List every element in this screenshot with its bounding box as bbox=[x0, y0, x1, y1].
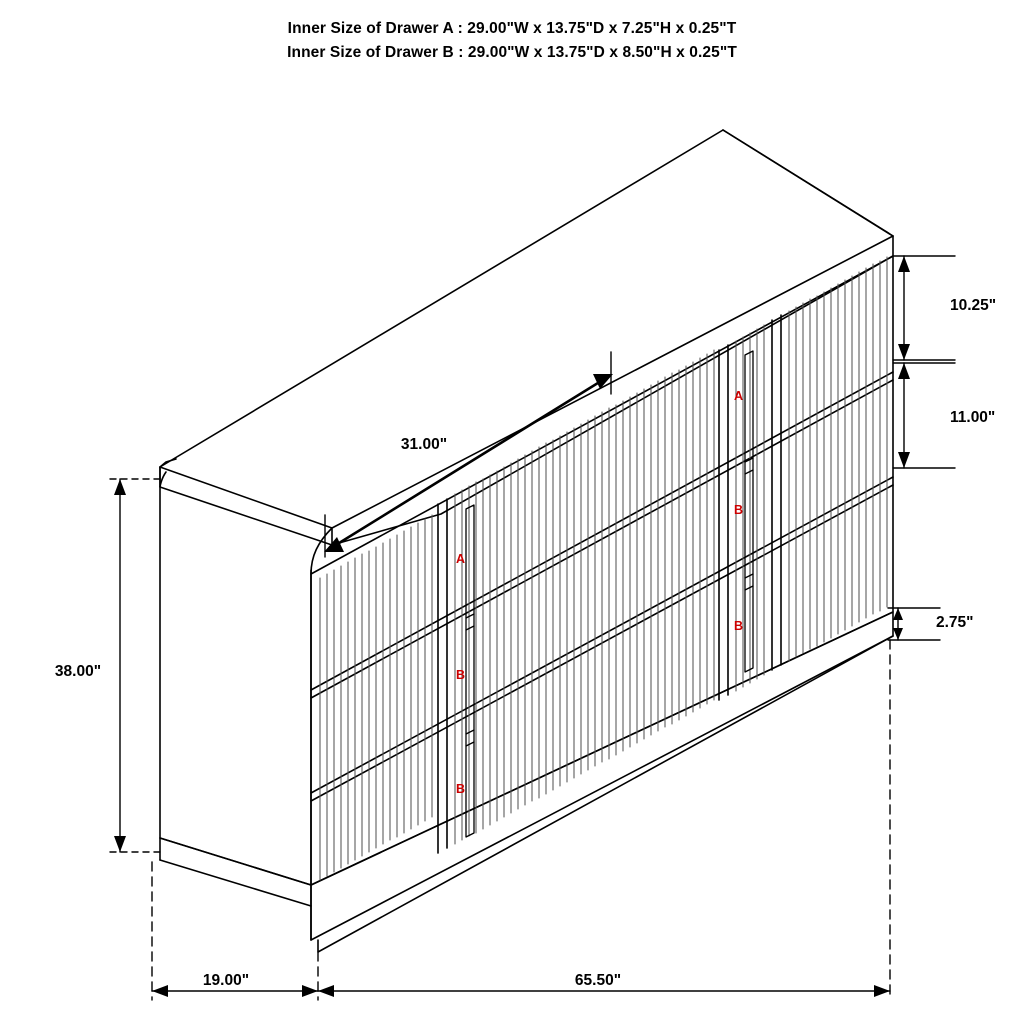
left-drawer-fluting bbox=[320, 515, 432, 880]
arrowhead-height-top bbox=[114, 479, 126, 495]
cabinet-left-side bbox=[160, 467, 332, 940]
arrowhead-19-right bbox=[302, 985, 318, 997]
dim-label-overall-height: 38.00" bbox=[54, 663, 102, 680]
arrowhead-height-bottom bbox=[114, 836, 126, 852]
arrowhead-275-bottom bbox=[893, 628, 903, 640]
dim-overall-height bbox=[110, 479, 160, 852]
arrowhead-19-left bbox=[152, 985, 168, 997]
dim-label-top-depth: 31.00" bbox=[400, 436, 448, 453]
arrowhead-11-bottom bbox=[898, 452, 910, 468]
drawer-label-front-left-a: A bbox=[456, 552, 466, 566]
dim-plinth-height bbox=[888, 608, 940, 640]
drawer-label-front-right-a: A bbox=[734, 389, 744, 403]
dim-extension-lines bbox=[152, 640, 890, 1000]
drawer-label-front-right-b2: B bbox=[734, 619, 744, 633]
cabinet-top-surface bbox=[160, 130, 893, 545]
dim-label-side-depth: 19.00" bbox=[202, 972, 250, 989]
dim-label-drawer-b-height: 11.00" bbox=[950, 409, 996, 426]
drawer-label-front-left-b1: B bbox=[456, 668, 466, 682]
handle-center-left bbox=[466, 505, 474, 837]
dim-label-front-width: 65.50" bbox=[574, 972, 622, 989]
arrowhead-10-top bbox=[898, 256, 910, 272]
drawer-label-front-right-b1: B bbox=[734, 503, 744, 517]
arrowhead-10-bottom bbox=[898, 344, 910, 360]
drawer-label-front-left-b2: B bbox=[456, 782, 466, 796]
arrowhead-11-top bbox=[898, 363, 910, 379]
dim-label-plinth-height: 2.75" bbox=[936, 614, 974, 631]
dim-label-drawer-a-height: 10.25" bbox=[950, 297, 997, 314]
drawer-a-note: Inner Size of Drawer A : 29.00"W x 13.75"D x 7.25"H x 0.25"T bbox=[287, 20, 737, 37]
arrowhead-top-depth-start bbox=[324, 537, 344, 552]
arrowhead-655-left bbox=[318, 985, 334, 997]
arrowhead-655-right bbox=[874, 985, 890, 997]
arrowhead-275-top bbox=[893, 608, 903, 620]
drawer-b-note: Inner Size of Drawer B : 29.00"W x 13.75"D x 8.50"H x 0.25"T bbox=[287, 44, 737, 61]
handle-right-bank bbox=[745, 351, 753, 672]
